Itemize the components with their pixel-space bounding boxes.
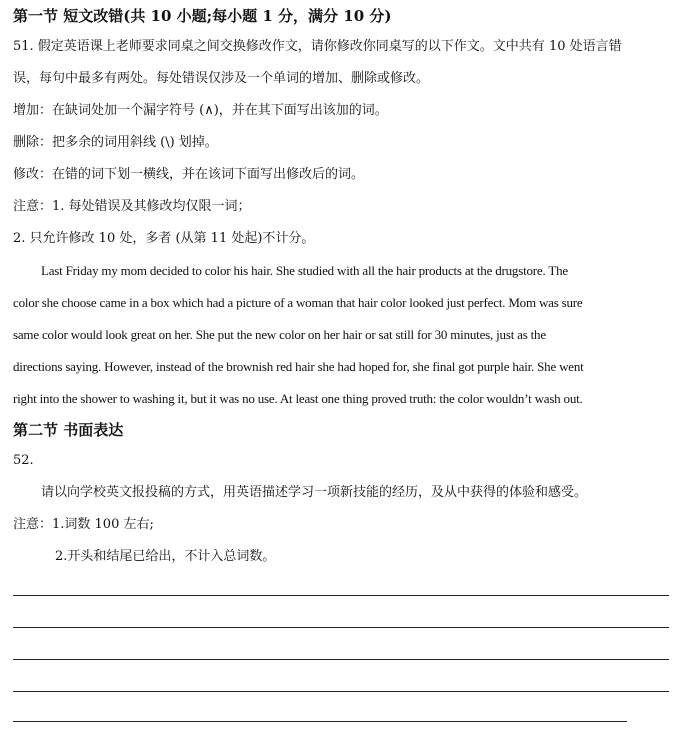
writing-note-2: 2.开头和结尾已给出，不计入总词数。: [55, 549, 276, 564]
section2-title: 第二节 书面表达: [13, 421, 124, 439]
section1-title: 第一节 短文改错(共 10 小题;每小题 1 分，满分 10 分): [13, 7, 392, 25]
modify-rule: 修改：在错的词下划一横线，并在该词下面写出修改后的词。: [13, 167, 365, 182]
question52-number: 52.: [13, 453, 34, 468]
note-1: 注意：1. 每处错误及其修改均仅限一词；: [13, 199, 251, 214]
passage-line: Last Friday my mom decided to color his hair. She studied with all the hair products at the drugstore. The: [41, 263, 568, 278]
writing-prompt: 请以向学校英文报投稿的方式，用英语描述学习一项新技能的经历，及从中获得的体验和感受。: [41, 485, 588, 500]
passage-line: same color would look great on her. She put the new color on her hair or sat still for 30 minutes, just as the: [13, 327, 546, 342]
answer-line[interactable]: [13, 595, 669, 596]
passage-line: directions saying. However, instead of the brownish red hair she had hoped for, she final got purple hair. She went: [13, 359, 584, 374]
answer-line[interactable]: [13, 659, 669, 660]
writing-note-1: 注意：1.词数 100 左右;: [13, 517, 154, 532]
answer-line[interactable]: [13, 627, 669, 628]
question51-intro-line2: 误，每句中最多有两处。每处错误仅涉及一个单词的增加、删除或修改。: [13, 71, 430, 86]
answer-line[interactable]: [13, 691, 669, 692]
passage-line: color she choose came in a box which had a picture of a woman that hair color looked just perfect. Mom was sure: [13, 295, 583, 310]
delete-rule: 删除：把多余的词用斜线 (\) 划掉。: [13, 135, 218, 150]
add-rule: 增加：在缺词处加一个漏字符号 (∧)，并在其下面写出该加的词。: [13, 103, 388, 118]
note-2: 2. 只允许修改 10 处，多者 (从第 11 处起)不计分。: [13, 231, 315, 246]
passage-line: right into the shower to washing it, but it was no use. At least one thing proved truth: the color wouldn’t wash out.: [13, 391, 583, 406]
answer-line[interactable]: [13, 721, 627, 722]
question51-intro-line1: 51. 假定英语课上老师要求同桌之间交换修改作文，请你修改你同桌写的以下作文。文中共有 10 处语言错: [13, 39, 622, 54]
